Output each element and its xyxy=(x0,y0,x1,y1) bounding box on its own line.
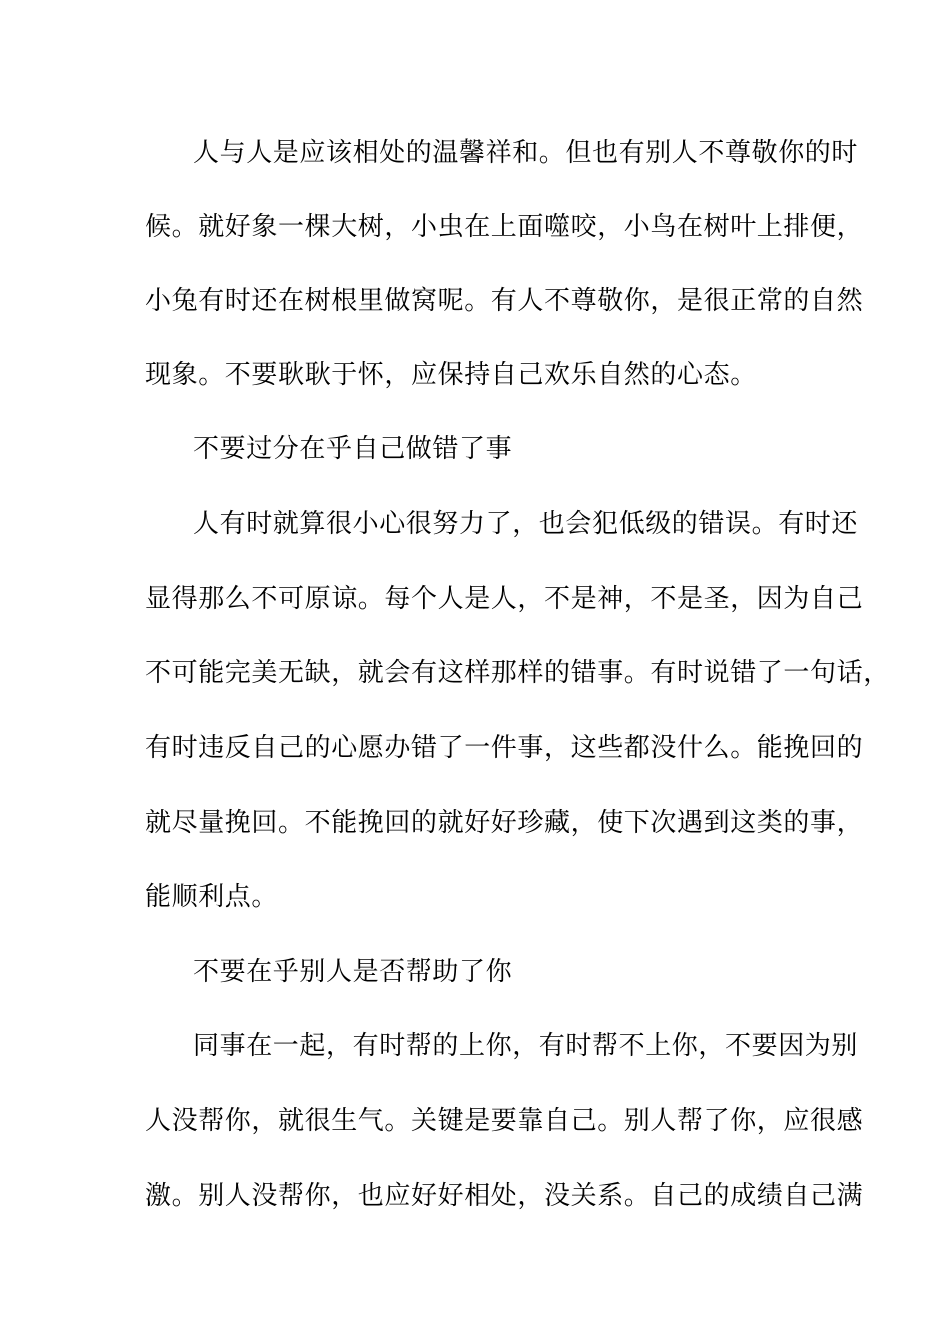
paragraph-line: 同事在一起，有时帮的上你，有时帮不上你，不要因为别 xyxy=(193,1031,859,1061)
paragraph-line: 小兔有时还在树根里做窝呢。有人不尊敬你，是很正常的自然 xyxy=(145,286,864,316)
paragraph-line: 人没帮你，就很生气。关键是要靠自己。别人帮了你，应很感 xyxy=(145,1106,864,1136)
paragraph-line: 就尽量挽回。不能挽回的就好好珍藏，使下次遇到这类的事， xyxy=(145,808,864,838)
paragraph-line: 有时违反自己的心愿办错了一件事，这些都没什么。能挽回的 xyxy=(145,733,864,763)
paragraph-line: 显得那么不可原谅。每个人是人，不是神，不是圣，因为自己 xyxy=(145,584,864,614)
paragraph-line: 不可能完美无缺，就会有这样那样的错事。有时说错了一句话， xyxy=(145,658,890,688)
paragraph-line: 人有时就算很小心很努力了，也会犯低级的错误。有时还 xyxy=(193,509,859,539)
section-heading: 不要过分在乎自己做错了事 xyxy=(193,434,513,464)
paragraph-line: 现象。不要耿耿于怀，应保持自己欢乐自然的心态。 xyxy=(145,360,757,390)
paragraph-line: 人与人是应该相处的温馨祥和。但也有别人不尊敬你的时 xyxy=(193,138,859,168)
paragraph-line: 候。就好象一棵大树，小虫在上面噬咬，小鸟在树叶上排便， xyxy=(145,212,864,242)
paragraph-line: 激。别人没帮你，也应好好相处，没关系。自己的成绩自己满 xyxy=(145,1181,864,1211)
section-heading: 不要在乎别人是否帮助了你 xyxy=(193,957,513,987)
paragraph-line: 能顺利点。 xyxy=(145,882,279,912)
